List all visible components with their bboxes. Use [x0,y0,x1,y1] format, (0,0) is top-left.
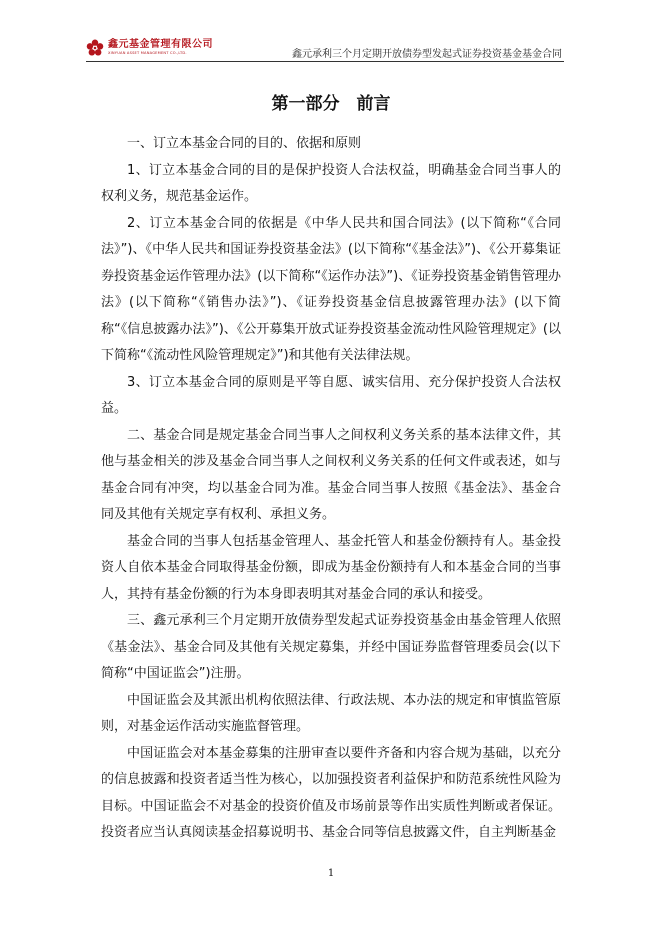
paragraph: 三、鑫元承利三个月定期开放债券型发起式证券投资基金由基金管理人依照《基金法》、基金合同及其他有关规定募集，并经中国证券监督管理委员会(以下简称“中国证监会”)注册。 [101,613,561,681]
logo-company-name: 鑫元基金管理有限公司 [108,39,213,51]
paragraph: 3、订立本基金合同的原则是平等自愿、诚实信用、充分保护投资人合法权益。 [101,374,561,416]
paragraph: 二、基金合同是规定基金合同当事人之间权利义务关系的基本法律文件，其他与基金相关的涉及基金合同当事人之间权利义务关系的任何文件或表述，如与基金合同有冲突，均以基金合同为准。基金合同当事人按照《基金法》、基金合同及其他有关规定享有权利、承担义务。 [101,427,561,522]
page-number: 1 [327,868,335,879]
paragraph: 2、订立本基金合同的依据是《中华人民共和国合同法》(以下简称“《合同法》”)、《中华人民共和国证券投资基金法》(以下简称“《基金法》”)、《公开募集证券投资基金运作管理办法》(以下简称“《运作办法》”)、《证券投资基金销售管理办法》(以下简称“《销售办法》”)、《证券投资基金信息披露管理办法》(以下简称“《信息披露办法》”)、《公开募集开放式证券投资基金流动性风险管理规定》(以下简称“《流动性风险管理规定》”)和其他有关法律法规。 [101,215,561,363]
flower-logo-icon [86,39,104,57]
logo-company-name-en: XINYUAN ASSET MANAGEMENT CO.,LTD. [108,51,187,56]
paragraph: 1、订立本基金合同的目的是保护投资人合法权益，明确基金合同当事人的权利义务，规范基金运作。 [101,162,561,204]
paragraph: 中国证监会对本基金募集的注册审查以要件齐备和内容合规为基础，以充分的信息披露和投资者适当性为核心，以加强投资者利益保护和防范系统性风险为目标。中国证监会不对基金的投资价值及市场前景等作出实质性判断或者保证。投资者应当认真阅读基金招募说明书、基金合同等信息披露文件，自主判断基金 [101,745,561,840]
header-divider [86,61,564,62]
document-body [101,131,561,847]
company-logo [86,36,213,60]
page-header [86,36,564,60]
document-header-title: 鑫元承利三个月定期开放债券型发起式证券投资基金基金合同 [292,49,562,60]
paragraph: 一、订立本基金合同的目的、依据和原则 [127,136,362,151]
section-title: 第一部分 前言 [271,94,391,114]
paragraph: 中国证监会及其派出机构依照法律、行政法规、本办法的规定和审慎监管原则，对基金运作活动实施监督管理。 [101,692,561,734]
paragraph: 基金合同的当事人包括基金管理人、基金托管人和基金份额持有人。基金投资人自依本基金合同取得基金份额，即成为基金份额持有人和本基金合同的当事人，其持有基金份额的行为本身即表明其对基金合同的承认和接受。 [101,533,561,602]
